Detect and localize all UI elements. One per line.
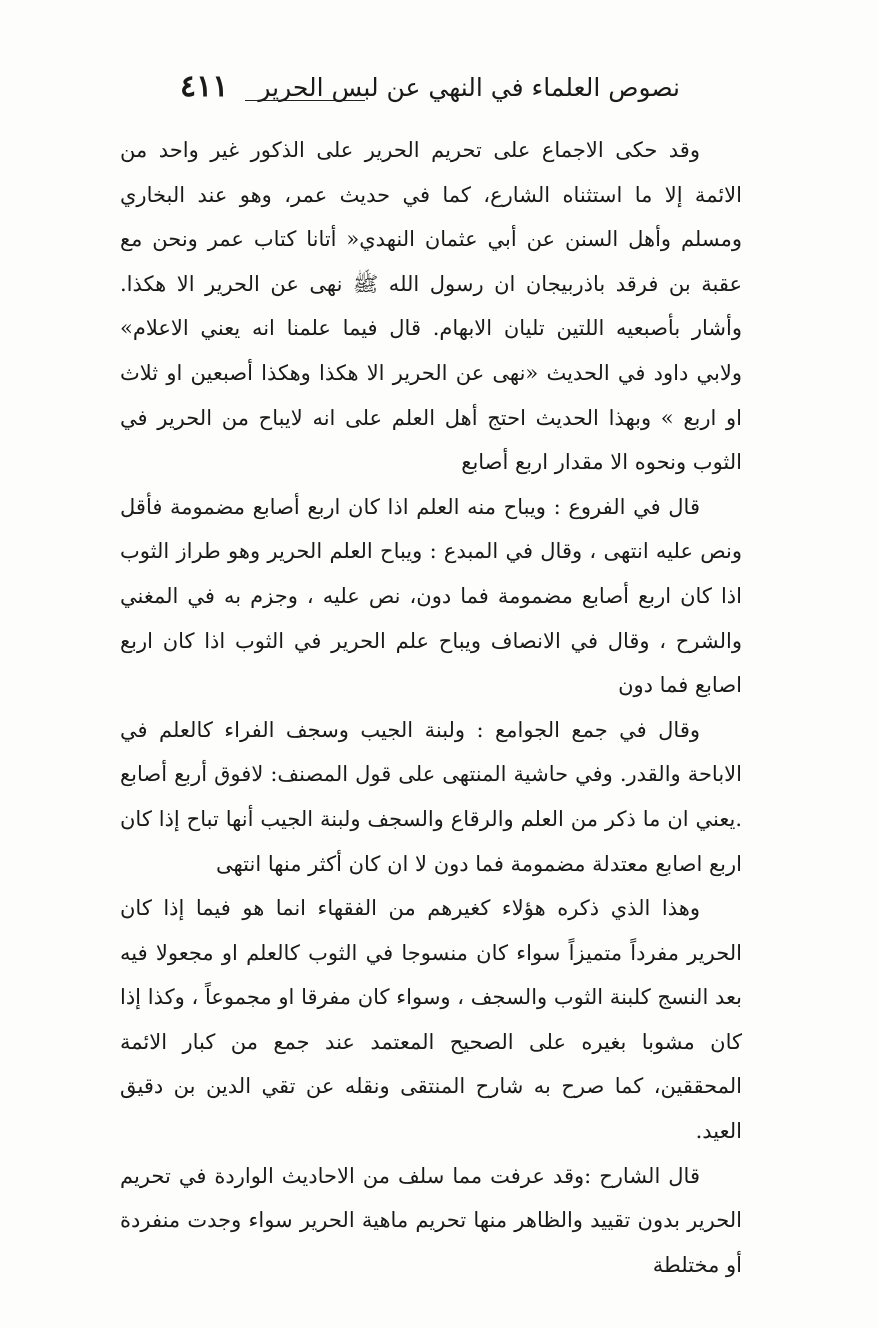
paragraph-5: قال الشارح :وقد عرفت مما سلف من الاحاديث الواردة في تحريم الحرير بدون تقييد والظاهر منها تحريم ماهية الحرير سواء وجدت منفردة أو مختلطة bbox=[120, 1163, 742, 1277]
paragraph-3: وقال في جمع الجوامع : ولبنة الجيب وسجف الفراء كالعلم في الاباحة والقدر. وفي حاشية المنتهى على قول المصنف: لافوق أربع أصابع .يعني ان ما ذكر من العلم والرقاع والسجف ولبنة الجيب أنها تباح إذا كان اربع اصابع معتدلة مضمومة فما دون لا ان كان أكثر منها انتهى bbox=[120, 717, 742, 876]
paragraph-2: قال في الفروع : ويباح منه العلم اذا كان اربع أصابع مضمومة فأقل ونص عليه انتهى ، وقال في المبدع : ويباح العلم الحرير وهو طراز الثوب اذا كان اربع أصابع مضمومة فما دون، نص عليه ، وجزم به في المغني والشرح ، وقال في الانصاف ويباح علم الحرير في الثوب اذا كان اربع اصابع فما دون bbox=[120, 494, 742, 698]
page-header bbox=[150, 58, 680, 118]
paragraph-1: وقد حكى الاجماع على تحريم الحرير على الذكور غير واحد من الائمة إلا ما استثناه الشارع، كما في حديث عمر، وهو عند البخاري ومسلم وأهل السنن عن أبي عثمان النهدي« أتانا كتاب عمر ونحن مع عقبة بن فرقد باذربيجان ان رسول الله ﷺ نهى عن الحرير الا هكذا. وأشار بأصبعيه اللتين تليان الابهام. قال فيما علمنا انه يعني الاعلام» ولابي داود في الحديث «نهى عن الحرير الا هكذا وهكذا أصبعين او ثلاث او اربع » وبهذا الحديث احتج أهل العلم على انه لايباح من الحرير في الثوب ونحوه الا مقدار اربع أصابع bbox=[120, 138, 742, 475]
body-text bbox=[120, 128, 742, 1287]
running-title: نصوص العلماء في النهي عن لبس الحرير bbox=[258, 73, 680, 102]
page-number: ٤١١ bbox=[180, 69, 229, 104]
paragraph-4: وهذا الذي ذكره هؤلاء كغيرهم من الفقهاء انما هو فيما إذا كان الحرير مفرداً متميزاً سواء كان منسوجا في الثوب كالعلم او مجعولا فيه بعد النسج كلبنة الثوب والسجف ، وسواء كان مفرقا او مجموعاً ، وكذا إذا كان مشوبا بغيره على الصحيح المعتمد عند جمع من كبار الائمة المحققين، كما صرح به شارح المنتقى ونقله عن تقي الدين بن دقيق العيد. bbox=[120, 896, 742, 1144]
header-rule bbox=[245, 100, 365, 101]
